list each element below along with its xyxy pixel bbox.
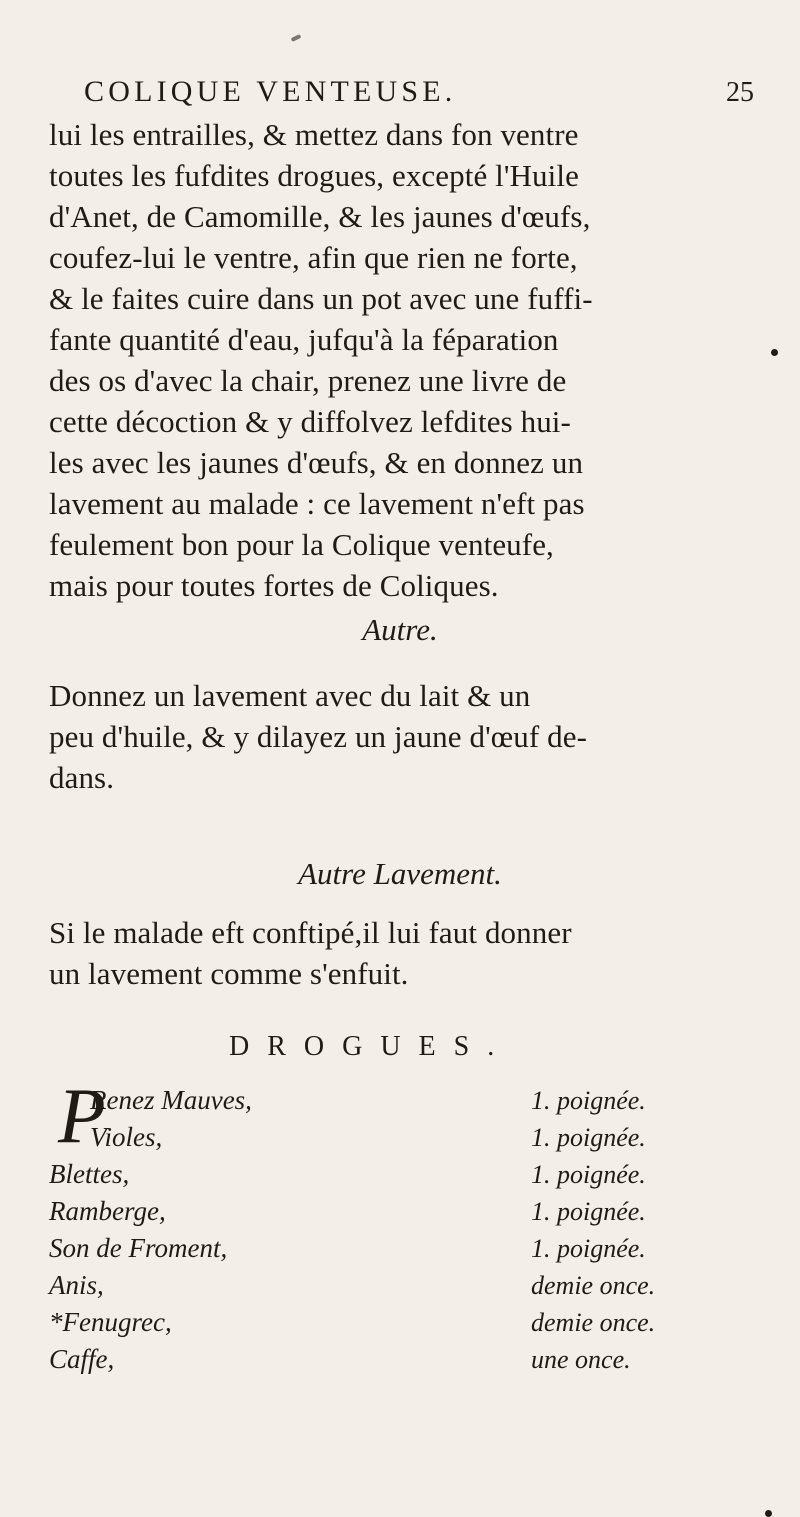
remedy-quantity: 1. poignée. (531, 1234, 646, 1263)
remedy-name: Ramberge, (49, 1196, 166, 1226)
remedy-row (49, 1230, 779, 1267)
dropcap: P (58, 1072, 106, 1159)
text-line: & le faites cuire dans un pot avec une fuffi- (49, 281, 593, 316)
text-line: cette décoction & y diffolvez lefdites hui- (49, 404, 571, 439)
remedy-row (49, 1267, 779, 1304)
remedy-name: Anis, (49, 1270, 104, 1300)
ink-mark (291, 34, 302, 42)
page-header (84, 75, 754, 113)
remedy-row (49, 1304, 779, 1341)
remedy-name: Son de Froment, (49, 1233, 228, 1263)
ink-dot (765, 1510, 772, 1517)
text-line: toutes les fufdites drogues, excepté l'Huile (49, 158, 579, 193)
text-line: Donnez un lavement avec du lait & un (49, 678, 531, 713)
drogues-title: DROGUES. (229, 1031, 513, 1062)
remedy-row (49, 1119, 779, 1156)
paragraph-main (49, 114, 789, 606)
text-line: coufez-lui le ventre, afin que rien ne forte, (49, 240, 578, 275)
text-line: Si le malade eft conftipé,il lui faut donner (49, 915, 572, 950)
remedy-name: Caffe, (49, 1344, 115, 1374)
text-line: lui les entrailles, & mettez dans fon ventre (49, 117, 579, 152)
remedy-quantity: 1. poignée. (531, 1160, 646, 1189)
paragraph-autre (49, 675, 789, 798)
remedy-name: *Fenugrec, (49, 1307, 172, 1337)
remedy-quantity: 1. poignée. (531, 1086, 646, 1115)
text-line: d'Anet, de Camomille, & les jaunes d'œufs, (49, 199, 591, 234)
section-heading-autre-lavement: Autre Lavement. (298, 856, 502, 891)
text-line: dans. (49, 760, 115, 795)
remedy-row (49, 1082, 779, 1119)
remedy-list (49, 1082, 779, 1378)
text-line: des os d'avec la chair, prenez une livre de (49, 363, 567, 398)
page-number: 25 (726, 77, 754, 108)
remedy-row (49, 1341, 779, 1378)
text-line: un lavement comme s'enfuit. (49, 956, 409, 991)
running-head: COLIQUE VENTEUSE. (84, 75, 457, 108)
text-line: fante quantité d'eau, jufqu'à la féparation (49, 322, 559, 357)
text-line: les avec les jaunes d'œufs, & en donnez un (49, 445, 584, 480)
remedy-name: Renez Mauves, (90, 1085, 252, 1115)
remedy-quantity: demie once. (531, 1308, 656, 1337)
remedy-row (49, 1193, 779, 1230)
remedy-quantity: 1. poignée. (531, 1197, 646, 1226)
remedy-name: Blettes, (49, 1159, 130, 1189)
ink-dot (771, 349, 778, 356)
remedy-name: Violes, (90, 1122, 163, 1152)
section-heading-autre: Autre. (362, 612, 438, 647)
text-line: feulement bon pour la Colique venteufe, (49, 527, 554, 562)
remedy-quantity: demie once. (531, 1271, 656, 1300)
text-line: lavement au malade : ce lavement n'eft pas (49, 486, 585, 521)
text-line: mais pour toutes fortes de Coliques. (49, 568, 499, 603)
paragraph-autre-lavement (49, 912, 789, 994)
remedy-row (49, 1156, 779, 1193)
remedy-quantity: 1. poignée. (531, 1123, 646, 1152)
remedy-quantity: une once. (531, 1345, 631, 1374)
text-line: peu d'huile, & y dilayez un jaune d'œuf de- (49, 719, 588, 754)
